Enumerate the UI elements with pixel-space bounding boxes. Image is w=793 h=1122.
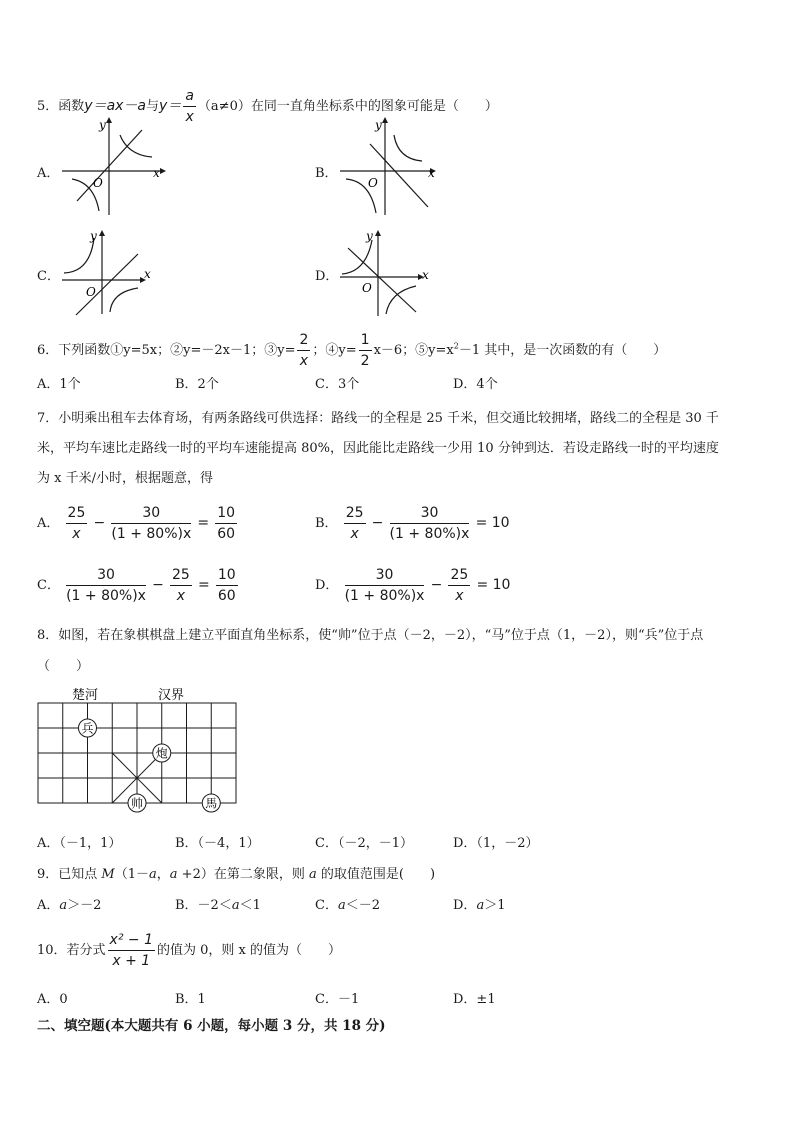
hyperbola-branch-1 xyxy=(120,135,152,157)
svg-text:兵: 兵 xyxy=(81,721,94,736)
q8-line-1: 8．如图，若在象棋棋盘上建立平面直角坐标系，使“帅”位于点（－2，－2），“马”位于点（1，－2），则“兵”位于点 xyxy=(37,628,704,643)
q10-option-b[interactable]: B．1 xyxy=(175,992,206,1007)
q8-chess-board xyxy=(34,682,244,814)
q7-option-c[interactable]: C． $\frac{30}{(1 + 80\%)x}$ − $\frac{25}{x}$ = $\frac{10}{60}$ xyxy=(37,567,236,604)
hyperbola-branch-2 xyxy=(386,286,416,314)
q9-option-b[interactable]: B．－2＜a＜1 xyxy=(175,898,261,913)
y-arrow xyxy=(375,230,381,236)
q6-fraction-half: $\frac{1}{2}$ xyxy=(360,332,370,369)
board-label-chuhe: 楚河 xyxy=(72,688,99,703)
piece-shuai xyxy=(128,794,146,812)
q10-option-a[interactable]: A．0 xyxy=(37,992,68,1007)
q6-option-c[interactable]: C．3个 xyxy=(315,377,360,392)
x-label: x xyxy=(422,268,429,282)
q8-option-d[interactable]: D．（1，－2） xyxy=(453,836,539,851)
svg-text:炮: 炮 xyxy=(155,746,168,761)
x-label: x xyxy=(144,267,151,281)
q9-option-c[interactable]: C．a＜－2 xyxy=(315,898,380,913)
q8-line-2: （ ） xyxy=(37,659,90,674)
q7-option-d[interactable]: D． $\frac{30}{(1 + 80\%)x}$ − $\frac{25}{x}$ = 10 xyxy=(315,567,511,604)
q5-option-d-label: D． xyxy=(315,269,339,284)
x-label: x xyxy=(153,166,160,180)
q5-option-c-label: C． xyxy=(37,269,60,284)
y-arrow xyxy=(99,230,105,236)
origin-label: O xyxy=(362,281,372,295)
x-arrow xyxy=(160,168,166,174)
q8-option-b[interactable]: B．（－4，1） xyxy=(175,836,260,851)
piece-bing xyxy=(79,719,97,737)
origin-label: O xyxy=(86,285,96,299)
svg-text:帅: 帅 xyxy=(130,796,144,811)
q8-option-c[interactable]: C．（－2，－1） xyxy=(315,836,413,851)
y-label: y xyxy=(366,229,373,243)
q8-option-a[interactable]: A．（－1，1） xyxy=(37,836,122,851)
q5-fraction: $\frac{a}{x}$ xyxy=(185,88,194,125)
y-arrow xyxy=(106,117,112,123)
q5-graph-c xyxy=(60,226,170,321)
y-label: y xyxy=(99,118,106,132)
y-label: y xyxy=(90,229,97,243)
q6-option-a[interactable]: A．1个 xyxy=(37,377,81,392)
piece-ma xyxy=(202,794,220,812)
q9-option-d[interactable]: D．a＞1 xyxy=(453,898,506,913)
x-label: x xyxy=(428,166,435,180)
q5-option-a-label: A． xyxy=(37,166,60,181)
y-arrow xyxy=(382,117,388,123)
hyperbola-branch-1 xyxy=(394,135,422,161)
q10-fraction: $\frac{\text{x² − 1}}{x + 1}$ xyxy=(109,932,153,969)
q10-option-c[interactable]: C．－1 xyxy=(315,992,360,1007)
q5-graph-b xyxy=(338,115,448,220)
q10-option-d[interactable]: D．±1 xyxy=(453,992,496,1007)
board-label-hanjie: 汉界 xyxy=(158,688,185,703)
q7-option-b[interactable]: B． $\frac{25}{x}$ − $\frac{30}{(1 + 80\%)x}$ = 10 xyxy=(315,505,510,542)
svg-text:馬: 馬 xyxy=(205,796,218,811)
q6-stem: 6．下列函数①y=5x；②y=－2x－1；③y= $\frac{2}{x}$ ；④y= $\frac{1}{2}$ x－6；$⑤y=x^2-1$ 其中，是一次函数的有（ ） xyxy=(37,332,667,369)
q9-option-a[interactable]: A．a＞－2 xyxy=(37,898,102,913)
q6-fraction-2-over-x: $\frac{2}{x}$ xyxy=(299,332,309,369)
q5-graph-d xyxy=(338,226,448,321)
line-graph xyxy=(370,144,428,207)
q5-graph-a xyxy=(60,115,170,220)
q7-line-3: 为 x 千米/小时，根据题意，得 xyxy=(37,471,213,486)
q5-stem: 5．函数y＝ax－a与y＝ $\frac{a}{x}$ （a≠0）在同一直角坐标系中的图象可能是（ ） xyxy=(37,88,498,125)
q7-option-a[interactable]: A． $\frac{25}{x}$ − $\frac{30}{(1 + 80\%)x}$ = $\frac{10}{60}$ xyxy=(37,505,236,542)
hyperbola-branch-2 xyxy=(110,288,138,312)
q7-line-1: 7．小明乘出租车去体育场，有两条路线可供选择：路线一的全程是 25 千米，但交通比较拥堵，路线二的全程是 30 千 xyxy=(37,411,719,426)
origin-label: O xyxy=(93,176,103,190)
q9-stem: 9．已知点 M（1－a，a +2）在第二象限，则 a 的取值范围是( ) xyxy=(37,867,436,882)
origin-label: O xyxy=(368,176,378,190)
hyperbola-branch-1 xyxy=(64,238,94,273)
q10-stem: 10．若分式 $\frac{\text{x² − 1}}{x + 1}$ 的值为 0，则 x 的值为（ ） xyxy=(37,932,341,969)
q6-option-b[interactable]: B．2个 xyxy=(175,377,219,392)
line-graph xyxy=(348,248,416,312)
y-label: y xyxy=(375,118,382,132)
q7-line-2: 米，平均车速比走路线一时的平均车速能提高 80%，因此能比走路线一少用 10 分钟到达．若设走路线一时的平均速度 xyxy=(37,441,719,456)
q5-option-b-label: B． xyxy=(315,166,338,181)
section-2-heading: 二、填空题(本大题共有 6 小题，每小题 3 分，共 18 分) xyxy=(37,1018,386,1034)
q6-option-d[interactable]: D．4个 xyxy=(453,377,498,392)
board-grid xyxy=(38,703,236,803)
piece-pao xyxy=(153,744,171,762)
